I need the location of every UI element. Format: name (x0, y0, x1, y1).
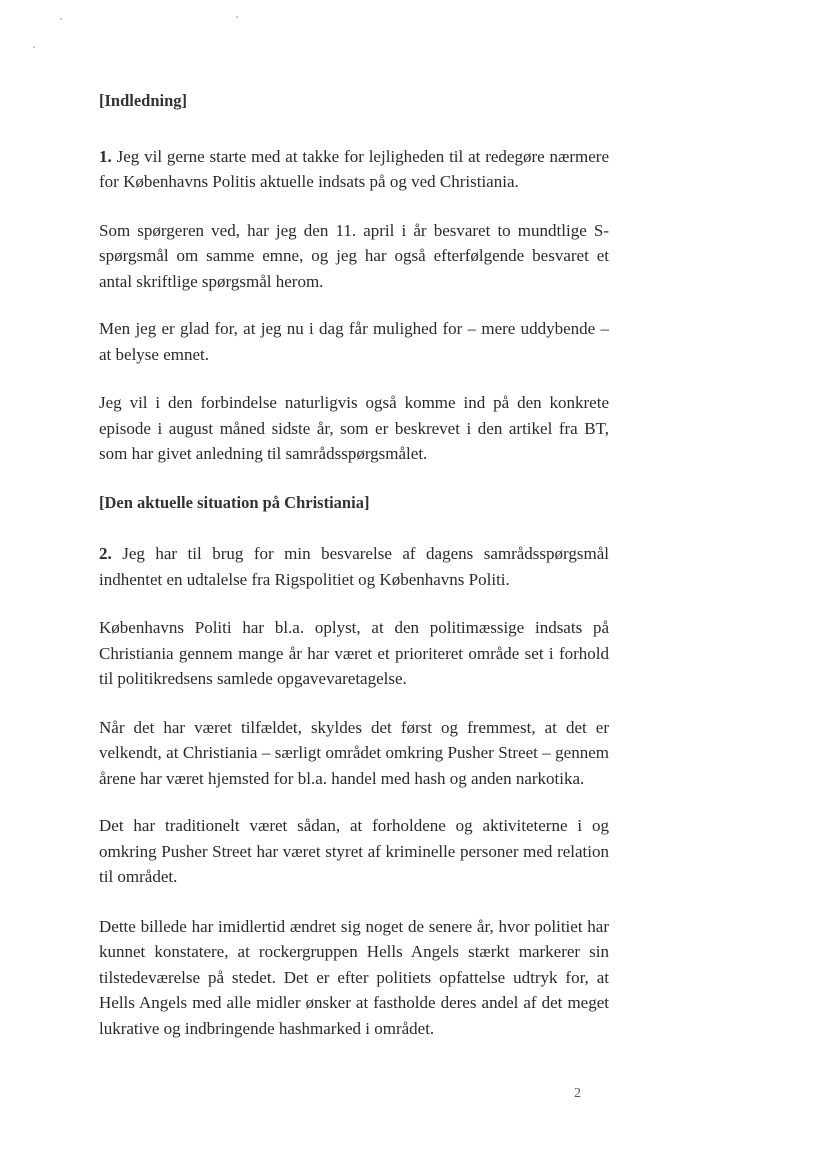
scan-speck (60, 18, 62, 20)
section-heading-situation: [Den aktuelle situation på Christiania] (99, 492, 370, 512)
paragraph: Det har traditionelt været sådan, at forholdene og aktiviteterne i og omkring Pusher Street har været styret af kriminelle personer med relation til området. (99, 816, 609, 886)
scan-speck (236, 16, 238, 18)
paragraph: Men jeg er glad for, at jeg nu i dag får mulighed for – mere uddybende – at belyse emnet. (99, 319, 609, 364)
paragraph: Københavns Politi har bl.a. oplyst, at den politimæssige indsats på Christiania gennem mange år har været et prioriteret område set i forhold til politikredsens samlede opgavevaretagelse. (99, 618, 609, 688)
paragraph-text: Jeg har til brug for min besvarelse af dagens samrådsspørgsmål indhentet en udtalelse fra Rigspolitiet og Københavns Politi. (99, 544, 609, 589)
paragraph: Dette billede har imidlertid ændret sig noget de senere år, hvor politiet har kunnet konstatere, at rockergruppen Hells Angels stærkt markerer sin tilstedeværelse på stedet. Det er efter politiets opfattelse udtryk for, at Hells Angels med alle midler ønsker at fastholde deres andel af det meget lukrative og indbringende hashmarked i området. (99, 916, 609, 1038)
paragraph: Som spørgeren ved, har jeg den 11. april i år besvaret to mundtlige S-spørgsmål om samme emne, og jeg har også efterfølgende besvaret et antal skriftlige spørgsmål herom. (99, 220, 609, 291)
scan-speck (33, 46, 35, 48)
paragraph-text: Jeg vil gerne starte med at takke for lejligheden til at redegøre nærmere for Københavns Politis aktuelle indsats på og ved Christiania. (99, 146, 609, 191)
section-heading-indledning: [Indledning] (99, 91, 188, 110)
document-body (99, 88, 609, 1041)
paragraph-2 (99, 541, 609, 592)
paragraph-number: 1. (99, 146, 112, 166)
paragraph: Jeg vil i den forbindelse naturligvis også komme ind på den konkrete episode i august måned sidste år, som er beskrevet i den artikel fra BT, som har givet anledning til samrådsspørgsmålet. (99, 393, 609, 463)
paragraph-1 (99, 144, 609, 195)
page-number: 2 (574, 1086, 581, 1101)
paragraph: Når det har været tilfældet, skyldes det først og fremmest, at det er velkendt, at Christiania – særligt området omkring Pusher Street – gennem årene har været hjemsted for bl.a. handel med hash og anden narkotika. (99, 717, 609, 788)
paragraph-number: 2. (99, 544, 112, 563)
